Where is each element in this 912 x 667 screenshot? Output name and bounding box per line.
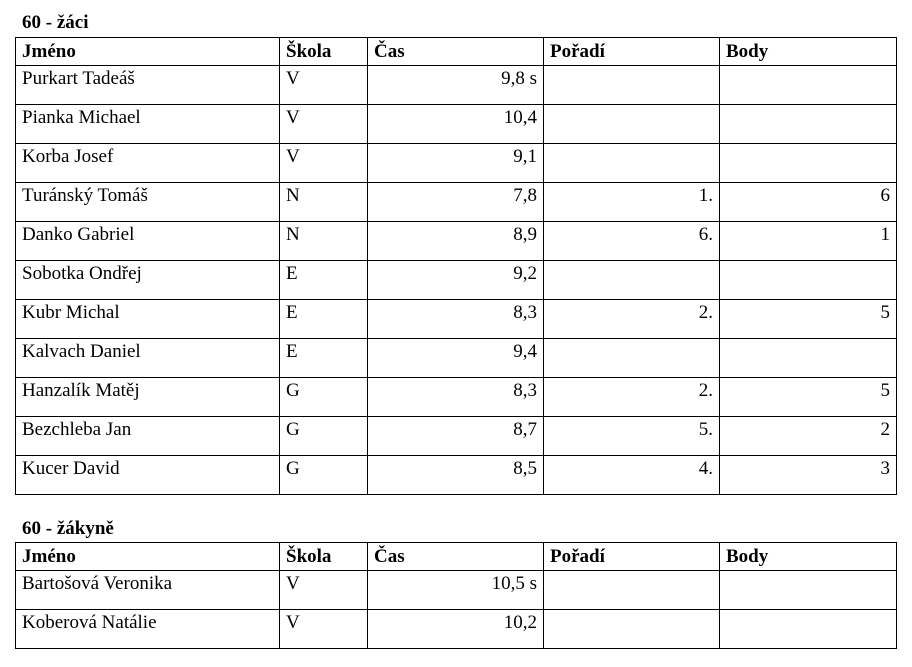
cell-name: Purkart Tadeáš: [16, 66, 280, 105]
cell-name: Koberová Natálie: [16, 610, 280, 649]
table-row: [16, 417, 897, 456]
cell-school: V: [280, 144, 368, 183]
cell-name: Bezchleba Jan: [16, 417, 280, 456]
cell-school: G: [280, 378, 368, 417]
header-name: Jméno: [16, 38, 280, 66]
cell-points: 1: [720, 222, 897, 261]
table-row: [16, 222, 897, 261]
cell-rank: [544, 261, 720, 300]
table-row: [16, 183, 897, 222]
table-row: [16, 105, 897, 144]
table-body-boys: [16, 66, 897, 495]
cell-time: 9,4: [368, 339, 544, 378]
table-row: [16, 66, 897, 105]
cell-rank: 2.: [544, 378, 720, 417]
cell-time: 8,5: [368, 456, 544, 495]
table-header-row: [16, 543, 897, 571]
cell-points: 5: [720, 378, 897, 417]
cell-rank: [544, 66, 720, 105]
cell-time: 10,4: [368, 105, 544, 144]
cell-rank: 1.: [544, 183, 720, 222]
cell-points: 3: [720, 456, 897, 495]
table-row: [16, 456, 897, 495]
header-school: Škola: [280, 38, 368, 66]
cell-time: 9,8 s: [368, 66, 544, 105]
header-rank: Pořadí: [544, 38, 720, 66]
cell-school: N: [280, 183, 368, 222]
table-row: [16, 378, 897, 417]
cell-points: [720, 66, 897, 105]
table-row: [16, 571, 897, 610]
cell-time: 8,7: [368, 417, 544, 456]
results-table-boys: [15, 37, 897, 495]
cell-rank: 2.: [544, 300, 720, 339]
cell-name: Danko Gabriel: [16, 222, 280, 261]
cell-points: 2: [720, 417, 897, 456]
header-name: Jméno: [16, 543, 280, 571]
table-row: [16, 610, 897, 649]
header-time: Čas: [368, 38, 544, 66]
cell-name: Korba Josef: [16, 144, 280, 183]
cell-school: N: [280, 222, 368, 261]
results-table-girls: [15, 542, 897, 649]
table-body-girls: [16, 571, 897, 649]
section-title-boys: 60 - žáci: [22, 12, 89, 33]
header-time: Čas: [368, 543, 544, 571]
cell-name: Kalvach Daniel: [16, 339, 280, 378]
cell-points: [720, 105, 897, 144]
cell-rank: [544, 105, 720, 144]
cell-name: Bartošová Veronika: [16, 571, 280, 610]
cell-points: [720, 610, 897, 649]
cell-school: V: [280, 105, 368, 144]
cell-points: 5: [720, 300, 897, 339]
cell-time: 7,8: [368, 183, 544, 222]
cell-name: Turánský Tomáš: [16, 183, 280, 222]
cell-name: Hanzalík Matěj: [16, 378, 280, 417]
header-points: Body: [720, 543, 897, 571]
table-row: [16, 300, 897, 339]
table-row: [16, 144, 897, 183]
cell-name: Kucer David: [16, 456, 280, 495]
cell-time: 9,2: [368, 261, 544, 300]
header-rank: Pořadí: [544, 543, 720, 571]
cell-points: [720, 339, 897, 378]
cell-rank: [544, 571, 720, 610]
cell-rank: [544, 610, 720, 649]
cell-school: E: [280, 261, 368, 300]
cell-time: 8,3: [368, 378, 544, 417]
cell-name: Pianka Michael: [16, 105, 280, 144]
header-points: Body: [720, 38, 897, 66]
cell-time: 9,1: [368, 144, 544, 183]
cell-school: V: [280, 66, 368, 105]
cell-name: Kubr Michal: [16, 300, 280, 339]
section-title-girls: 60 - žákyně: [22, 518, 114, 539]
cell-school: G: [280, 417, 368, 456]
cell-school: E: [280, 300, 368, 339]
cell-school: E: [280, 339, 368, 378]
cell-points: [720, 144, 897, 183]
cell-rank: 5.: [544, 417, 720, 456]
cell-time: 10,5 s: [368, 571, 544, 610]
cell-time: 10,2: [368, 610, 544, 649]
table-row: [16, 339, 897, 378]
cell-time: 8,3: [368, 300, 544, 339]
header-school: Škola: [280, 543, 368, 571]
cell-name: Sobotka Ondřej: [16, 261, 280, 300]
cell-points: [720, 261, 897, 300]
cell-rank: [544, 144, 720, 183]
cell-rank: 6.: [544, 222, 720, 261]
cell-points: [720, 571, 897, 610]
cell-rank: [544, 339, 720, 378]
cell-points: 6: [720, 183, 897, 222]
table-header-row: [16, 38, 897, 66]
cell-time: 8,9: [368, 222, 544, 261]
cell-school: V: [280, 610, 368, 649]
cell-school: V: [280, 571, 368, 610]
cell-school: G: [280, 456, 368, 495]
cell-rank: 4.: [544, 456, 720, 495]
table-row: [16, 261, 897, 300]
